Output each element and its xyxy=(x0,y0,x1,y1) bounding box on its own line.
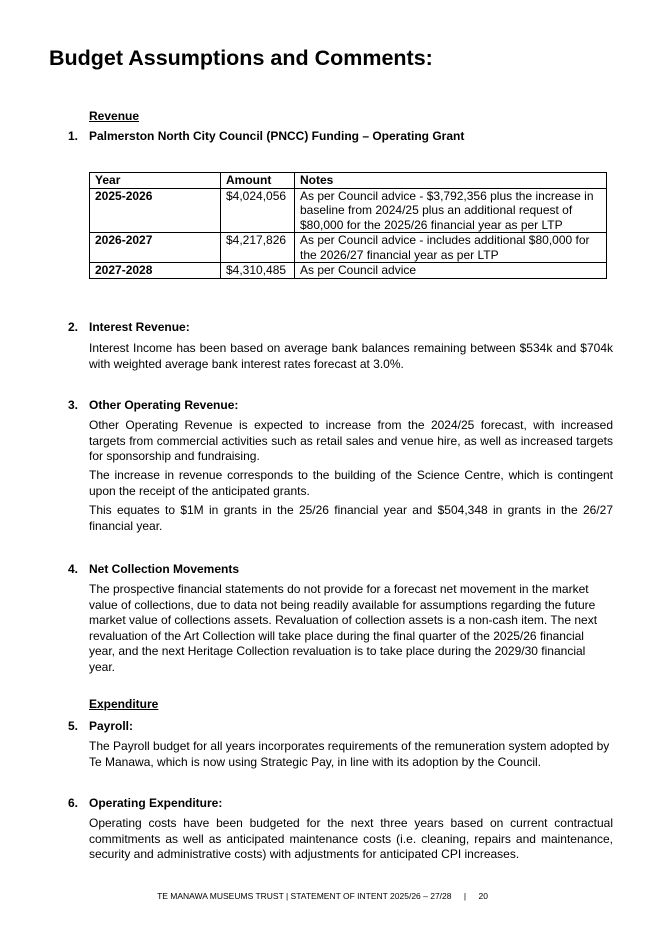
paragraph: Other Operating Revenue is expected to increase from the 2024/25 forecast, with increased targets from commercial activities such as retail sales and venue hire, as well as increased targets for sponsorship and fundraising. xyxy=(89,418,613,463)
footer-separator: | xyxy=(463,891,467,901)
cell-amount: $4,217,826 xyxy=(221,233,295,263)
paragraph: The prospective financial statements do not provide for a forecast net movement in the market value of collections, due to data not being readily available for assumptions regarding the future market value of collections assets. Revaluation of collection assets is a non-cash item. The next revaluation of the Art Collection will take place during the final quarter of the 2025/26 financial year, and the next Heritage Collection revaluation is to take place during the 2029/30 financial year. xyxy=(89,582,598,674)
item-number: 3. xyxy=(68,398,79,412)
cell-amount: $4,310,485 xyxy=(221,263,295,279)
cell-notes: As per Council advice - $3,792,356 plus the increase in baseline from 2024/25 plus an additional request of $80,000 for the 2025/26 financial year as per LTP xyxy=(295,188,607,233)
item-title: Net Collection Movements xyxy=(89,562,240,576)
cell-year: 2026-2027 xyxy=(90,233,221,263)
item-title: Payroll: xyxy=(89,719,134,733)
paragraph: This equates to $1M in grants in the 25/26 financial year and $504,348 in grants in the 26/27 financial year. xyxy=(89,503,613,533)
item-number: 6. xyxy=(68,796,79,810)
paragraph: The increase in revenue corresponds to the building of the Science Centre, which is contingent upon the receipt of the anticipated grants. xyxy=(89,468,613,498)
cell-amount: $4,024,056 xyxy=(221,188,295,233)
header-amount: Amount xyxy=(221,173,295,189)
page-title: Budget Assumptions and Comments: xyxy=(49,46,433,70)
item-number: 5. xyxy=(68,719,79,733)
footer-text: TE MANAWA MUSEUMS TRUST | STATEMENT OF INTENT 2025/26 – 27/28 xyxy=(157,891,452,901)
item-title: Operating Expenditure: xyxy=(89,796,223,810)
header-year: Year xyxy=(90,173,221,189)
paragraph: Interest Income has been based on average bank balances remaining between $534k and $704k with weighted average bank interest rates forecast at 3.0%. xyxy=(89,341,613,371)
cell-year: 2025-2026 xyxy=(90,188,221,233)
paragraph: The Payroll budget for all years incorporates requirements of the remuneration system adopted by Te Manawa, which is now using Strategic Pay, in line with its adoption by the Council. xyxy=(89,739,610,769)
item-number: 4. xyxy=(68,562,79,576)
table-row xyxy=(90,263,607,279)
page-footer xyxy=(0,891,645,901)
cell-notes: As per Council advice - includes additional $80,000 for the 2026/27 financial year as per LTP xyxy=(295,233,607,263)
table-header-row xyxy=(90,173,607,189)
paragraph: Operating costs have been budgeted for the next three years based on current contractual commitments as well as anticipated maintenance costs (i.e. cleaning, repairs and maintenance, security and administrative costs) with adjustments for anticipated CPI increases. xyxy=(89,816,613,861)
table-row xyxy=(90,188,607,233)
page-number: 20 xyxy=(478,891,488,901)
cell-year: 2027-2028 xyxy=(90,263,221,279)
table-row xyxy=(90,233,607,263)
cell-notes: As per Council advice xyxy=(295,263,607,279)
item-number: 2. xyxy=(68,320,79,334)
item-number: 1. xyxy=(68,129,79,143)
expenditure-heading: Expenditure xyxy=(89,697,159,711)
item-title: Palmerston North City Council (PNCC) Funding – Operating Grant xyxy=(89,129,465,143)
grant-table xyxy=(89,172,607,279)
header-notes: Notes xyxy=(295,173,607,189)
item-title: Other Operating Revenue: xyxy=(89,398,239,412)
item-title: Interest Revenue: xyxy=(89,320,190,334)
revenue-heading: Revenue xyxy=(89,109,140,123)
